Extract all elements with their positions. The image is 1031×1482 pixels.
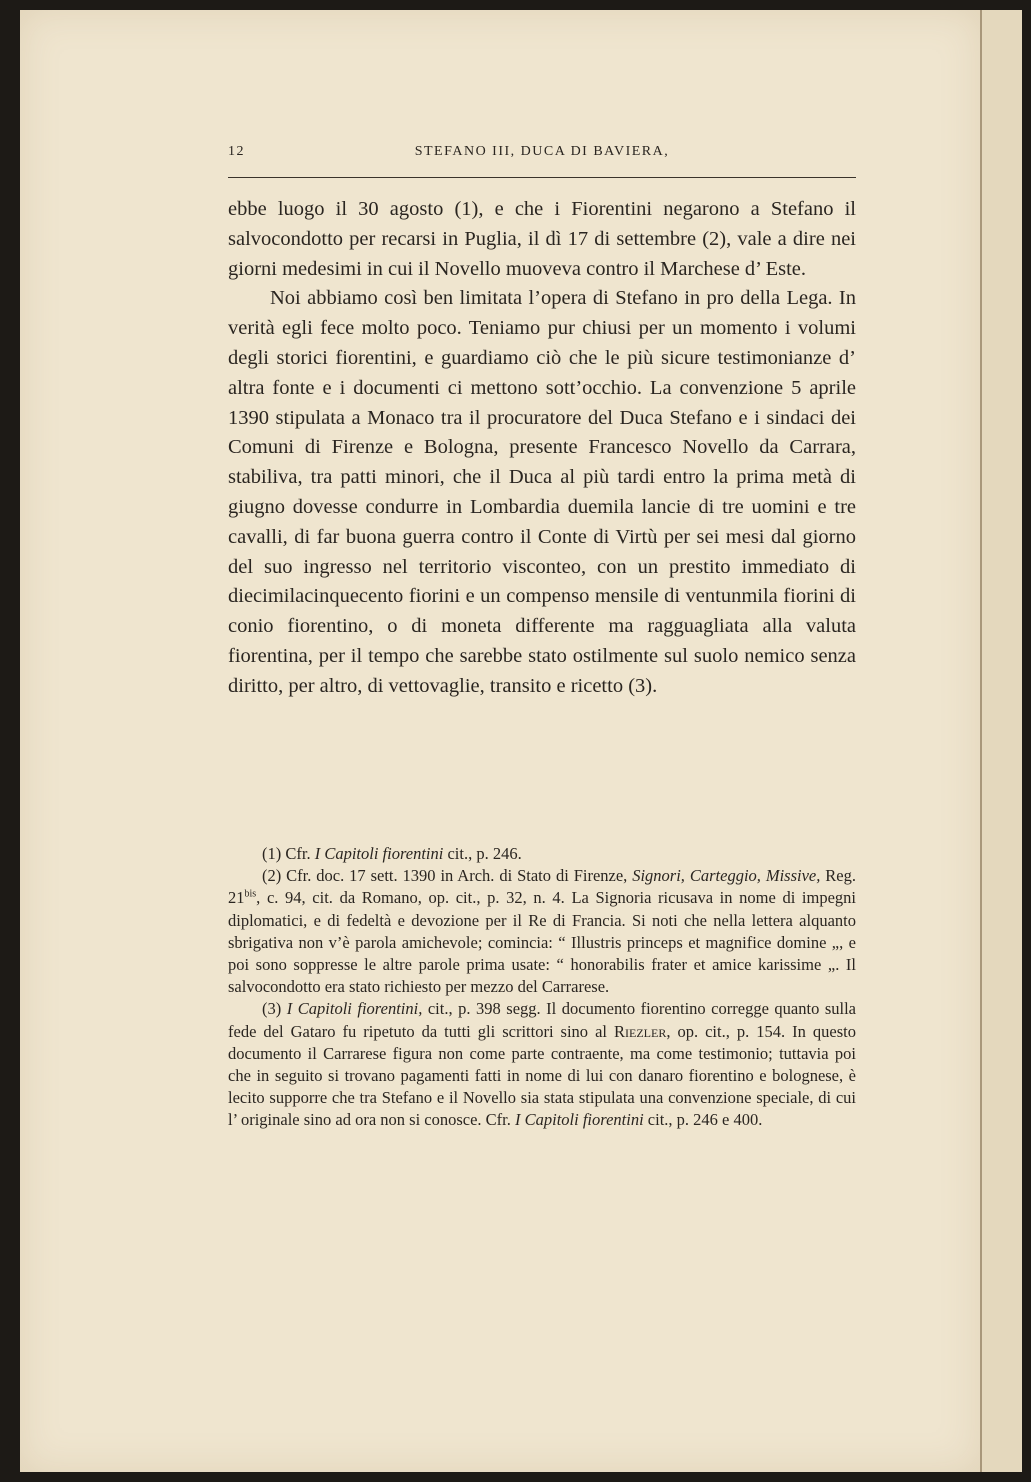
- footnote-1-title: I Capitoli fiorentini: [314, 844, 444, 863]
- footnote-1-ref: cit., p. 246.: [443, 844, 522, 863]
- footnote-2-text: (2) Cfr. doc. 17 sett. 1390 in Arch. di Stato di Firenze,: [262, 866, 633, 886]
- footnote-2-series: Signori, Carteggio, Missive,: [632, 866, 821, 886]
- header-rule: [228, 177, 856, 178]
- main-text: [228, 195, 856, 702]
- footnote-2-reg: Reg. 21: [228, 866, 856, 908]
- footnote-2: [228, 865, 856, 998]
- footnote-3-text: cit., p. 398 segg. Il documento fiorentino corregge quanto sulla fede del Gataro fu ripetuto da tutti gli scrittori sino al: [228, 999, 856, 1041]
- page-number: 12: [228, 144, 245, 159]
- footnote-3-title-2: I Capitoli fiorentini: [515, 1110, 644, 1130]
- footnote-1: [228, 843, 856, 865]
- footnote-3-rest: , op. cit., p. 154. In questo documento il Carrarese figura non come parte contraente, ma come testimonio; tuttavia poi che in seguito si trovano pagamenti fatti in nome di lui con danaro fiorentino e bolognese, è lecito supporre che tra Stefano e il Novello sia stata stipulata una convenzione speciale, di cui l’ originale sino ad ora non si conosce. Cfr.: [228, 1021, 856, 1130]
- footnote-3-end: cit., p. 246 e 400.: [643, 1110, 763, 1130]
- paragraph-2: Noi abbiamo così ben limitata l’opera di Stefano in pro della Lega. In verità egli fece molto poco. Teniamo pur chiusi per un momento i volumi degli storici fiorentini, e guardiamo ciò che le più sicure testimonianze d’ altra fonte e i documenti ci mettono sott’occhio. La convenzione 5 aprile 1390 stipulata a Monaco tra il procuratore del Duca Stefano e i sindaci dei Comuni di Firenze e Bologna, presente Francesco Novello da Carrara, stabiliva, tra patti minori, che il Duca al più tardi entro la prima metà di giugno dovesse condurre in Lombardia duemila lancie di tre uomini e tre cavalli, di far buona guerra contro il Conte di Virtù per sei mesi dal giorno del suo ingresso nel territorio visconteo, con un prestito immediato di diecimilacinquecento fiorini e un compenso mensile di ventunmila fiorini di conio fiorentino, o di moneta differente ma ragguagliata alla valuta fiorentina, per il tempo che sarebbe stato ostilmente sul suolo nemico senza diritto, per altro, di vettovaglie, transito e ricetto (3).: [228, 287, 856, 697]
- running-title: STEFANO III, DUCA DI BAVIERA,: [414, 144, 670, 159]
- footnote-3-num: (3): [262, 999, 287, 1019]
- footnote-3-author: Riezler: [614, 1021, 667, 1041]
- paragraph-1: ebbe luogo il 30 agosto (1), e che i Fiorentini negarono a Stefano il salvocondotto per recarsi in Puglia, il dì 17 di settembre (2), vale a dire nei giorni medesimi in cui il Novello muoveva contro il Marchese d’ Este.: [228, 198, 856, 280]
- footnote-2-rest: , c. 94, cit. da Romano, op. cit., p. 32, n. 4. La Signoria ricusava in nome di impegni diplomatici, e di fedeltà e devozione per il Re di Francia. Si noti che nella lettera alquanto sbrigativa non v’è parola amichevole; comincia: “ Illustris princeps et magnifice domine „, e poi sono soppresse le altre parole prima usate: “ honorabilis frater et amice karissime „. Il salvocondotto era stato richiesto per mezzo del Carrarese.: [228, 888, 856, 997]
- footnote-2-sup: bis: [244, 888, 257, 900]
- facing-page-edge: [980, 10, 1022, 1472]
- footnote-3-title: I Capitoli fiorentini,: [286, 999, 423, 1019]
- footnote-3: [228, 998, 856, 1131]
- footnote-1-text: (1) Cfr.: [262, 844, 315, 863]
- footnotes: [228, 843, 856, 1132]
